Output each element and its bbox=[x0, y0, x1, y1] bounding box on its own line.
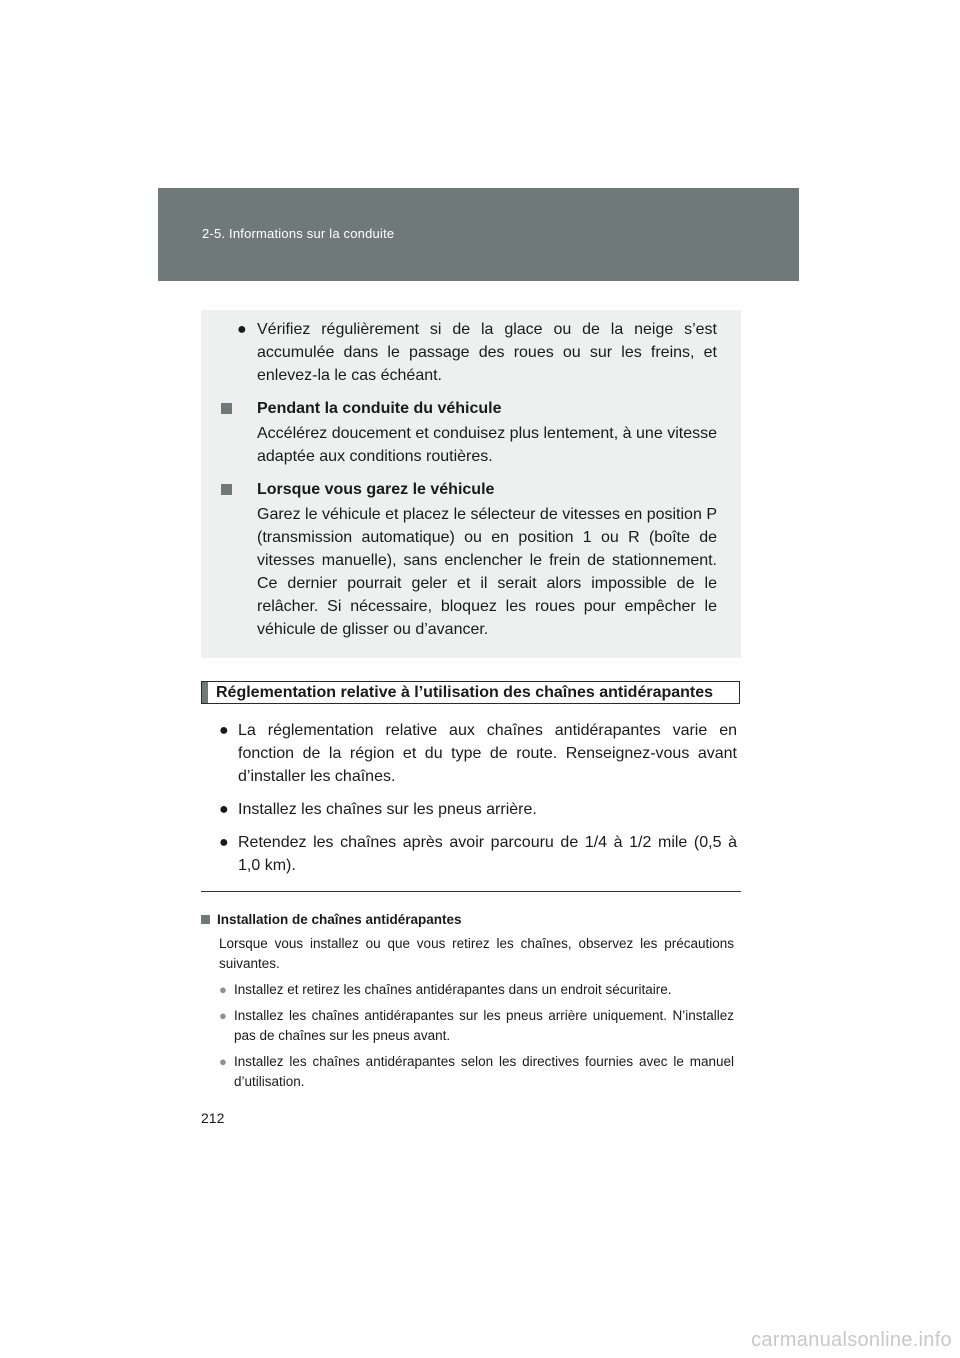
box-section-text: Accélérez doucement et conduisez plus lentement, à une vitesse adaptée aux conditions routières. bbox=[257, 425, 717, 465]
bullet-icon: ● bbox=[219, 1008, 227, 1023]
bullet-icon: ● bbox=[219, 1054, 227, 1069]
box-bullet-text: Vérifiez régulièrement si de la glace ou de la neige s’est accumulée dans le passage des roues ou sur les freins, et enlevez-la le cas échéant. bbox=[257, 321, 717, 384]
square-bullet-icon bbox=[221, 403, 232, 414]
heading-text: Installation de chaînes antidérapantes bbox=[217, 912, 462, 927]
bullet-icon: ● bbox=[219, 801, 229, 818]
watermark: carmanualsonline.info bbox=[751, 1329, 952, 1351]
note-item bbox=[201, 1052, 734, 1092]
note-item bbox=[201, 1006, 734, 1046]
box-bullet bbox=[221, 318, 717, 387]
notes-heading bbox=[201, 910, 734, 929]
box-section-heading bbox=[221, 397, 717, 420]
bullet-icon: ● bbox=[219, 982, 227, 997]
divider bbox=[201, 891, 741, 892]
bullet-icon: ● bbox=[237, 321, 247, 338]
list-item-text: Installez les chaînes sur les pneus arrière. bbox=[238, 801, 537, 818]
list-item bbox=[219, 719, 737, 788]
notes-intro: Lorsque vous installez ou que vous retirez les chaînes, observez les précautions suivantes. bbox=[219, 936, 734, 971]
bullet-icon: ● bbox=[219, 722, 229, 739]
square-bullet-icon bbox=[221, 484, 232, 495]
page-number: 212 bbox=[201, 1110, 225, 1126]
list-item-text: Retendez les chaînes après avoir parcouru de 1/4 à 1/2 mile (0,5 à 1,0 km). bbox=[238, 834, 737, 874]
list-item-text: La réglementation relative aux chaînes antidérapantes varie en fonction de la région et du type de route. Renseignez-vous avant d’installer les chaînes. bbox=[238, 722, 737, 785]
heading-text: Lorsque vous garez le véhicule bbox=[257, 481, 495, 498]
box-section-heading bbox=[221, 478, 717, 501]
regulation-title: Réglementation relative à l’utilisation des chaînes antidérapantes bbox=[216, 684, 714, 701]
box-section-text: Garez le véhicule et placez le sélecteur de vitesses en position P (transmission automatique) ou en position 1 ou R (boîte de vitesses manuelle), sans enclencher le frein de stationnement. Ce dernier pourrait geler et il serait alors impossible de le relâcher. Si nécessaire, bloquez les roues pour empêcher le véhicule de glisser ou d’avancer. bbox=[257, 506, 717, 638]
bullet-icon: ● bbox=[219, 834, 229, 851]
note-item-text: Installez les chaînes antidérapantes sur les pneus arrière uniquement. N’installez pas de chaînes sur les pneus avant. bbox=[234, 1008, 734, 1043]
regulation-list bbox=[219, 719, 737, 877]
notes-section bbox=[201, 910, 734, 1092]
caution-box bbox=[201, 310, 741, 658]
list-item bbox=[219, 798, 737, 821]
heading-text: Pendant la conduite du véhicule bbox=[257, 400, 502, 417]
square-bullet-icon bbox=[201, 915, 210, 924]
heading-band bbox=[202, 682, 208, 703]
note-item-text: Installez les chaînes antidérapantes selon les directives fournies avec le manuel d’utilisation. bbox=[234, 1054, 734, 1089]
note-item bbox=[201, 980, 734, 1000]
section-title: 2-5. Informations sur la conduite bbox=[202, 226, 395, 241]
list-item bbox=[219, 831, 737, 877]
regulation-heading bbox=[201, 681, 740, 704]
header-bar bbox=[158, 188, 799, 281]
note-item-text: Installez et retirez les chaînes antidérapantes dans un endroit sécuritaire. bbox=[234, 982, 672, 997]
